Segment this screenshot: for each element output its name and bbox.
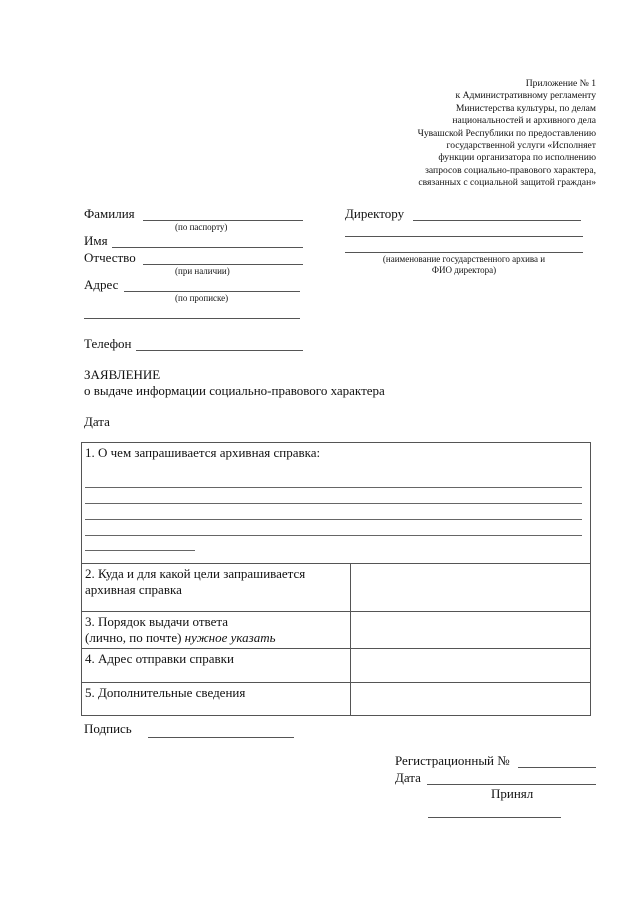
patronymic-label: Отчество [84, 250, 136, 265]
phone-field[interactable] [136, 350, 303, 351]
purpose-label-2: архивная справка [85, 582, 182, 597]
registration-date-field[interactable] [427, 784, 596, 785]
director-hint-1: (наименование государственного архива и [382, 254, 546, 264]
mailing-address-label: 4. Адрес отправки справки [85, 651, 234, 666]
appendix-header [326, 78, 596, 190]
delivery-order-plain: (лично, по почте) [85, 630, 185, 645]
statement-subtitle: о выдаче информации социально-правового характера [84, 383, 385, 398]
patronymic-field[interactable] [143, 264, 303, 265]
additional-info-label-cell [82, 683, 351, 716]
request-subject-label: 1. О чем запрашивается архивная справка: [85, 445, 321, 460]
surname-hint: (по паспорту) [175, 222, 228, 232]
statement-date-label: Дата [84, 414, 110, 429]
patronymic-hint: (при наличии) [175, 266, 230, 276]
table-row [82, 683, 591, 716]
surname-field[interactable] [143, 220, 303, 221]
request-subject-cell[interactable] [82, 443, 591, 564]
appendix-line: связанных с социальной защитой граждан» [418, 177, 596, 189]
director-field-line2[interactable] [345, 236, 583, 237]
delivery-order-label-2 [85, 630, 347, 646]
name-label: Имя [84, 233, 108, 248]
delivery-order-input-cell[interactable] [351, 612, 591, 649]
address-hint: (по прописке) [175, 293, 229, 303]
appendix-line: государственной услуги «Исполняет [446, 140, 596, 152]
accepted-field[interactable] [428, 817, 561, 818]
table-row [82, 564, 591, 612]
mailing-address-label-cell [82, 649, 351, 683]
write-line[interactable] [85, 487, 582, 488]
purpose-label-1: 2. Куда и для какой цели запрашивается [85, 566, 306, 581]
registration-number-field[interactable] [518, 767, 596, 768]
director-hint-2: ФИО директора) [431, 265, 497, 275]
mailing-address-input-cell[interactable] [351, 649, 591, 683]
accepted-label: Принял [491, 786, 534, 801]
registration-date-label: Дата [395, 770, 421, 785]
write-line[interactable] [85, 535, 582, 536]
appendix-line: Чувашской Республики по предоставлению [417, 127, 596, 139]
appendix-line: к Административному регламенту [455, 90, 596, 102]
appendix-line: запросов социально-правового характера, [425, 164, 596, 176]
director-field-line3[interactable] [345, 252, 583, 253]
phone-label: Телефон [84, 336, 132, 351]
director-field[interactable] [413, 220, 581, 221]
statement-title: ЗАЯВЛЕНИЕ [84, 367, 161, 382]
appendix-line: национальностей и архивного дела [452, 115, 596, 127]
address-field-line2[interactable] [84, 318, 300, 319]
table-row [82, 443, 591, 564]
request-form-table [81, 442, 591, 716]
registration-number-label: Регистрационный № [395, 753, 510, 768]
signature-label: Подпись [84, 721, 132, 736]
address-label: Адрес [84, 277, 119, 292]
surname-label: Фамилия [84, 206, 135, 221]
signature-field[interactable] [148, 737, 294, 738]
table-row [82, 649, 591, 683]
delivery-order-label-cell [82, 612, 351, 649]
delivery-order-italic: нужное указать [184, 630, 276, 645]
appendix-line: Министерства культуры, по делам [455, 102, 596, 114]
request-subject-lines [85, 461, 587, 561]
address-field[interactable] [124, 291, 300, 292]
table-row [82, 612, 591, 649]
delivery-order-label-1: 3. Порядок выдачи ответа [85, 614, 228, 629]
purpose-input-cell[interactable] [351, 564, 591, 612]
name-field[interactable] [112, 247, 303, 248]
write-line[interactable] [85, 519, 582, 520]
appendix-line: Приложение № 1 [525, 78, 596, 89]
purpose-label-cell [82, 564, 351, 612]
appendix-line: функции организатора по исполнению [438, 152, 596, 164]
write-line[interactable] [85, 550, 195, 551]
director-label: Директору [345, 206, 405, 221]
additional-info-input-cell[interactable] [351, 683, 591, 716]
additional-info-label: 5. Дополнительные сведения [85, 685, 246, 700]
write-line[interactable] [85, 503, 582, 504]
